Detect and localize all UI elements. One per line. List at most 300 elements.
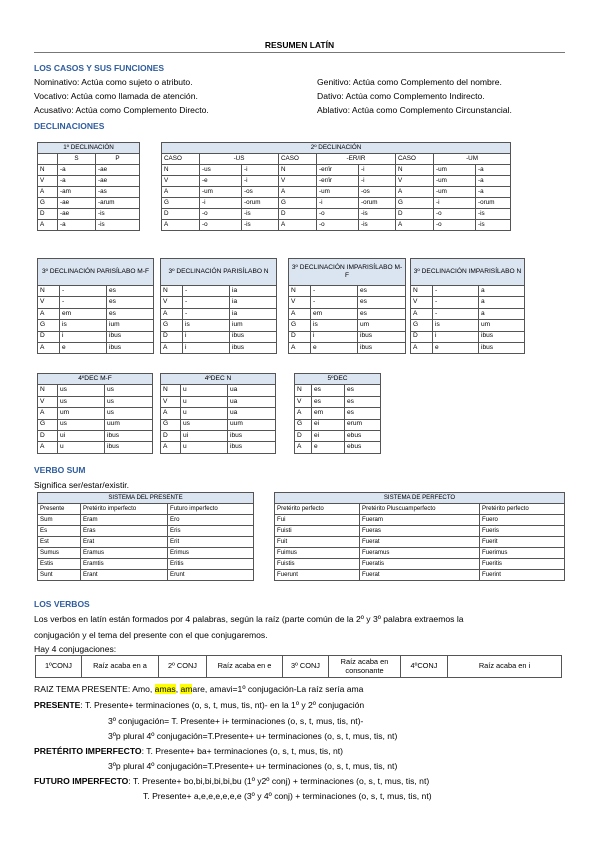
table-cell: D [411, 331, 433, 342]
table-cell: A [161, 342, 183, 353]
table-cell: D [161, 430, 181, 441]
table-cell: - [60, 297, 107, 308]
table-row [162, 176, 511, 187]
sistema-perfecto-title: SISTEMA DE PERFECTO [275, 493, 565, 504]
table-cell: ia [230, 297, 277, 308]
table-row [289, 342, 406, 353]
verbos-heading: LOS VERBOS [34, 599, 90, 609]
table-cell: Sum [38, 515, 81, 526]
table-cell: -um [434, 187, 476, 198]
table-row [161, 419, 276, 430]
table-cell: Eris [168, 526, 254, 537]
table-cell: N [279, 165, 317, 176]
table-cell: Pretérito Pluscuamperfecto [360, 504, 480, 515]
table-cell: Fuimus [275, 548, 360, 559]
table-cell: Fuerunt [275, 570, 360, 581]
table-row [38, 442, 153, 453]
futuro-line-2: T. Presente+ a,e,e,e,e,e,e (3º y 4º conj) + terminaciones (o, s, t, mus, tis, nt) [143, 791, 432, 801]
presente-line-1: PRESENTE: T. Presente+ terminaciones (o, s, t, mus, tis, nt)- en la 1º y 2º conjugación [34, 700, 365, 710]
table-row [161, 308, 277, 319]
table-cell: Est [38, 537, 81, 548]
table-row [161, 430, 276, 441]
table-row [38, 396, 153, 407]
table-cell: D [279, 209, 317, 220]
header-cell: -ER/IR [317, 154, 396, 165]
table-cell: -o [434, 209, 476, 220]
table-cell: G [162, 198, 200, 209]
caso-ablativo: Ablativo: Actúa como Complemento Circunstancial. [317, 105, 512, 115]
table-cell: em [60, 308, 107, 319]
table-row: A -am -as [38, 187, 140, 198]
header-cell [38, 154, 58, 165]
table-row [38, 286, 154, 297]
table-cell: -o [317, 209, 359, 220]
table-cell: es [107, 308, 154, 319]
table-row [411, 331, 525, 342]
table-cell: A [295, 408, 312, 419]
verbo-sum-heading: VERBO SUM [34, 465, 86, 475]
table-cell: es [107, 286, 154, 297]
table-row [161, 297, 277, 308]
table-cell: ebus [345, 430, 381, 441]
header-cell: CASO [396, 154, 434, 165]
table-cell: D [295, 430, 312, 441]
caso-nominativo: Nominativo: Actúa como sujeto o atributo. [34, 77, 193, 87]
table-cell: es [358, 308, 406, 319]
table-cell: uum [105, 419, 153, 430]
table-cell: us [58, 396, 105, 407]
table-cell: e [60, 342, 107, 353]
table-cell: i [60, 331, 107, 342]
table-cell: Sunt [38, 570, 81, 581]
table-cell: -orum [476, 198, 511, 209]
table-cell: G [38, 320, 60, 331]
table-row: V -a -ae [38, 176, 140, 187]
table-cell: ua [228, 408, 276, 419]
table-row [161, 442, 276, 453]
table-cell: ibus [105, 430, 153, 441]
table-row: D -ae -is [38, 209, 140, 220]
table-row [295, 396, 381, 407]
table-cell: is [183, 320, 230, 331]
table-cell: ibus [105, 442, 153, 453]
table-cell: - [433, 286, 479, 297]
table-cell: ibus [228, 430, 276, 441]
table-cell: Presente [38, 504, 81, 515]
table-row [38, 515, 254, 526]
table-cell: is [433, 320, 479, 331]
table-row [275, 548, 565, 559]
table-cell: ibus [107, 331, 154, 342]
table-row [38, 331, 154, 342]
table-cell: V [161, 297, 183, 308]
table-cell: es [345, 396, 381, 407]
table-row [38, 320, 154, 331]
decl2-table [161, 142, 511, 231]
table-cell: es [358, 297, 406, 308]
table-cell: D [289, 331, 311, 342]
table-cell: ia [230, 308, 277, 319]
table-row [38, 559, 254, 570]
table-row: A -a -is [38, 220, 140, 231]
verbos-intro-1: Los verbos en latín están formados por 4 palabras, según la raíz (parte común de la 2º y 3º palabra extraemos la [34, 614, 464, 624]
table-cell: D [38, 331, 60, 342]
table-cell: is [60, 320, 107, 331]
table-cell: em [311, 308, 358, 319]
table-cell: -is [476, 209, 511, 220]
table-cell: A [161, 408, 181, 419]
table-row [162, 187, 511, 198]
decl3-parisilabo-n [160, 258, 277, 354]
sistema-presente-title: SISTEMA DEL PRESENTE [38, 493, 254, 504]
table-cell: Ero [168, 515, 254, 526]
table-cell: N [162, 165, 200, 176]
table-cell: ibus [358, 331, 406, 342]
declinaciones-heading: DECLINACIONES [34, 121, 105, 131]
table-cell: -i [242, 176, 279, 187]
table-cell: - [433, 308, 479, 319]
table-cell: A [38, 442, 58, 453]
table-cell: - [311, 297, 358, 308]
table-cell: A [411, 342, 433, 353]
table-cell: a [479, 297, 525, 308]
table-row [289, 320, 406, 331]
table-cell: -i [359, 165, 396, 176]
table-cell: A [396, 187, 434, 198]
table-cell: A [279, 220, 317, 231]
table-cell: A [411, 308, 433, 319]
table-cell: V [295, 396, 312, 407]
table-cell: G [411, 320, 433, 331]
preterito-line-2: 3ºp plural 4º conjugación=T.Presente+ u+ terminaciones (o, s, t, mus, tis, nt) [108, 761, 398, 771]
table-cell: es [312, 396, 345, 407]
table-cell: ibus [358, 342, 406, 353]
table-cell: e [311, 342, 358, 353]
table-row [411, 297, 525, 308]
table-cell: -o [200, 220, 242, 231]
table-row [275, 559, 565, 570]
table-cell: ium [107, 320, 154, 331]
table-cell: -e [200, 176, 242, 187]
table-cell: N [38, 286, 60, 297]
table-cell: ibus [230, 331, 277, 342]
table-cell: -er/ir [317, 176, 359, 187]
table-cell: Fuistis [275, 559, 360, 570]
verbo-sum-meaning: Significa ser/estar/existir. [34, 480, 130, 490]
table-cell: es [107, 297, 154, 308]
table-cell: -i [200, 198, 242, 209]
table-row [162, 165, 511, 176]
caso-acusativo: Acusativo: Actúa como Complemento Directo. [34, 105, 209, 115]
futuro-line-1: FUTURO IMPERFECTO: T. Presente+ bo,bi,bi,bi,bi,bu (1º y2º conj) + terminaciones (o, s, t, mus, tis, nt) [34, 776, 430, 786]
table-cell: es [312, 385, 345, 396]
decl4-n [160, 373, 276, 454]
table-row [275, 515, 565, 526]
table-row [275, 504, 565, 515]
conjugaciones-table [35, 655, 562, 678]
table-cell: -is [476, 220, 511, 231]
table-cell: us [105, 396, 153, 407]
table-row [411, 320, 525, 331]
header-cell: S [58, 154, 96, 165]
table-cell: ia [230, 286, 277, 297]
table-cell: D [38, 430, 58, 441]
table-cell: i [433, 331, 479, 342]
raiz-tema-line: RAIZ TEMA PRESENTE: Amo, amas, amare, amavi=1º conjugación-La raíz sería ama [34, 684, 364, 694]
decl3-parisilabo-mf [37, 258, 154, 354]
table-cell: A [279, 187, 317, 198]
caso-genitivo: Genitivo: Actúa como Complemento del nombre. [317, 77, 502, 87]
table-row [162, 209, 511, 220]
table-cell: V [161, 396, 181, 407]
table-cell: u [181, 442, 228, 453]
table-cell: ium [230, 320, 277, 331]
table-cell: Fuerat [360, 537, 480, 548]
table-cell: Eramus [81, 548, 168, 559]
table-row [161, 396, 276, 407]
table-cell: -um [434, 165, 476, 176]
table-cell: -um [434, 176, 476, 187]
table-cell: us [105, 385, 153, 396]
table-cell: e [312, 442, 345, 453]
table-cell: -is [242, 209, 279, 220]
table-cell: Fuit [275, 537, 360, 548]
table-cell: V [279, 176, 317, 187]
table-cell: Futuro imperfecto [168, 504, 254, 515]
table-cell: V [289, 297, 311, 308]
table-cell: -is [359, 209, 396, 220]
table-cell: Estis [38, 559, 81, 570]
decl3-title: 3º DECLINACIÓN IMPARISÍLABO N [411, 259, 525, 286]
table-row [38, 385, 153, 396]
preterito-line-1: PRETÉRITO IMPERFECTO: T. Presente+ ba+ terminaciones (o, s, t, mus, tis, nt) [34, 746, 343, 756]
table-cell: Fueram [360, 515, 480, 526]
table-cell: Fueratis [360, 559, 480, 570]
table-cell: u [181, 396, 228, 407]
table-cell: Fuerint [480, 570, 565, 581]
table-cell: -o [200, 209, 242, 220]
table-cell: es [345, 408, 381, 419]
decl3-title: 3º DECLINACIÓN PARISÍLABO N [161, 259, 277, 286]
table-cell: -orum [359, 198, 396, 209]
header-cell: -US [200, 154, 279, 165]
table-cell: G [38, 419, 58, 430]
table-cell: Fueramus [360, 548, 480, 559]
table-row [161, 331, 277, 342]
table-cell: N [396, 165, 434, 176]
presente-line-3: 3ºp plural 4º conjugación=T.Presente+ u+ terminaciones (o, s, t, mus, tis, nt) [108, 731, 398, 741]
table-cell: -i [242, 165, 279, 176]
table-row [38, 297, 154, 308]
table-cell: u [181, 385, 228, 396]
table-cell: Fui [275, 515, 360, 526]
table-cell: Eramtis [81, 559, 168, 570]
table-cell: - [183, 308, 230, 319]
table-cell: i [183, 331, 230, 342]
sistema-perfecto-table [274, 492, 565, 581]
table-cell: D [396, 209, 434, 220]
table-cell: Eram [81, 515, 168, 526]
decl3-title: 3º DECLINACIÓN PARISÍLABO M-F [38, 259, 154, 286]
table-row [275, 537, 565, 548]
table-cell: A [289, 342, 311, 353]
table-row: G -ae -arum [38, 198, 140, 209]
table-row [289, 286, 406, 297]
table-cell: ei [312, 419, 345, 430]
table-cell: um [479, 320, 525, 331]
table-cell: -a [476, 165, 511, 176]
table-row [411, 342, 525, 353]
table-row [38, 430, 153, 441]
table-cell: A [161, 442, 181, 453]
table-cell: e [433, 342, 479, 353]
table-cell: ui [58, 430, 105, 441]
table-cell: A [162, 187, 200, 198]
table-row [38, 526, 254, 537]
table-cell: N [289, 286, 311, 297]
table-cell: G [161, 320, 183, 331]
table-cell: Fuisti [275, 526, 360, 537]
table-cell: es [345, 385, 381, 396]
table-row [295, 442, 381, 453]
table-cell: ibus [479, 342, 525, 353]
table-cell: A [162, 220, 200, 231]
table-cell: -um [317, 187, 359, 198]
table-cell: ibus [479, 331, 525, 342]
table-cell: N [295, 385, 312, 396]
table-cell: -i [317, 198, 359, 209]
table-cell: - [433, 297, 479, 308]
table-cell: N [411, 286, 433, 297]
table-cell: -um [200, 187, 242, 198]
table-cell: Fuerit [480, 537, 565, 548]
decl4-title: 4ºDEC M-F [38, 374, 153, 385]
table-row [295, 408, 381, 419]
table-cell: Fueras [360, 526, 480, 537]
table-cell: A [289, 308, 311, 319]
table-row [38, 342, 154, 353]
table-cell: V [162, 176, 200, 187]
table-row [162, 198, 511, 209]
table-cell: us [105, 408, 153, 419]
decl2-title: 2º DECLINACIÓN [162, 143, 511, 154]
table-cell: -o [317, 220, 359, 231]
table-row [38, 537, 254, 548]
table-cell: -us [200, 165, 242, 176]
table-row [38, 308, 154, 319]
caso-vocativo: Vocativo: Actúa como llamada de atención. [34, 91, 198, 101]
table-cell: um [58, 408, 105, 419]
table-cell: G [396, 198, 434, 209]
table-row [162, 220, 511, 231]
table-cell: Fuerat [360, 570, 480, 581]
table-cell: A [396, 220, 434, 231]
header-cell: CASO [279, 154, 317, 165]
table-cell: ibus [107, 342, 154, 353]
table-cell: Erimus [168, 548, 254, 559]
table-cell: ua [228, 396, 276, 407]
table-cell: N [161, 286, 183, 297]
table-cell: Sumus [38, 548, 81, 559]
table-cell: us [58, 419, 105, 430]
table-cell: Fueris [480, 526, 565, 537]
table-cell: -os [359, 187, 396, 198]
sistema-presente-table [37, 492, 254, 581]
table-cell: Erunt [168, 570, 254, 581]
decl5-title: 5ºDEC [295, 374, 381, 385]
table-row [38, 419, 153, 430]
casos-heading: LOS CASOS Y SUS FUNCIONES [34, 63, 165, 73]
table-cell: ua [228, 385, 276, 396]
table-cell: A [295, 442, 312, 453]
table-cell: -i [434, 198, 476, 209]
table-cell: em [312, 408, 345, 419]
table-cell: es [358, 286, 406, 297]
verbos-hay: Hay 4 conjugaciones: [34, 644, 117, 654]
table-row [161, 342, 277, 353]
decl1-title: 1º DECLINACIÓN [38, 143, 140, 154]
table-cell: N [161, 385, 181, 396]
table-cell: Fueritis [480, 559, 565, 570]
table-row [411, 308, 525, 319]
decl4-mf [37, 373, 153, 454]
table-cell: Erat [81, 537, 168, 548]
table-cell: -er/ir [317, 165, 359, 176]
table-cell: uum [228, 419, 276, 430]
decl3-imparisilabo-n [410, 258, 525, 354]
table-cell: -is [359, 220, 396, 231]
table-cell: Pretérito perfecto [480, 504, 565, 515]
table-cell: - [183, 297, 230, 308]
table-row: N -a -ae [38, 165, 140, 176]
table-cell: G [279, 198, 317, 209]
table-row [161, 320, 277, 331]
table-cell: - [60, 286, 107, 297]
table-cell: N [38, 385, 58, 396]
header-cell: P [96, 154, 140, 165]
highlight-amas: amas [154, 684, 176, 694]
table-row [161, 286, 277, 297]
table-cell: ibus [228, 442, 276, 453]
caso-dativo: Dativo: Actúa como Complemento Indirecto. [317, 91, 485, 101]
table-cell: - [183, 286, 230, 297]
table-cell: V [38, 396, 58, 407]
table-cell: ibus [230, 342, 277, 353]
table-cell: u [181, 408, 228, 419]
table-row [275, 570, 565, 581]
table-cell: -i [359, 176, 396, 187]
page-title: RESUMEN LATÍN [264, 40, 335, 50]
table-cell: V [38, 297, 60, 308]
table-cell: i [311, 331, 358, 342]
table-cell: A [38, 342, 60, 353]
decl1-table [37, 142, 140, 231]
table-cell: a [479, 286, 525, 297]
table-cell: ui [181, 430, 228, 441]
table-cell: Pretérito perfecto [275, 504, 360, 515]
table-row [275, 526, 565, 537]
title-rule [34, 52, 565, 53]
table-cell: G [295, 419, 312, 430]
table-row [295, 430, 381, 441]
table-cell: -a [476, 187, 511, 198]
table-cell: -is [242, 220, 279, 231]
table-row [161, 408, 276, 419]
highlight-am: am [180, 684, 193, 694]
table-cell: A [38, 408, 58, 419]
table-cell: A [38, 308, 60, 319]
table-row [38, 408, 153, 419]
